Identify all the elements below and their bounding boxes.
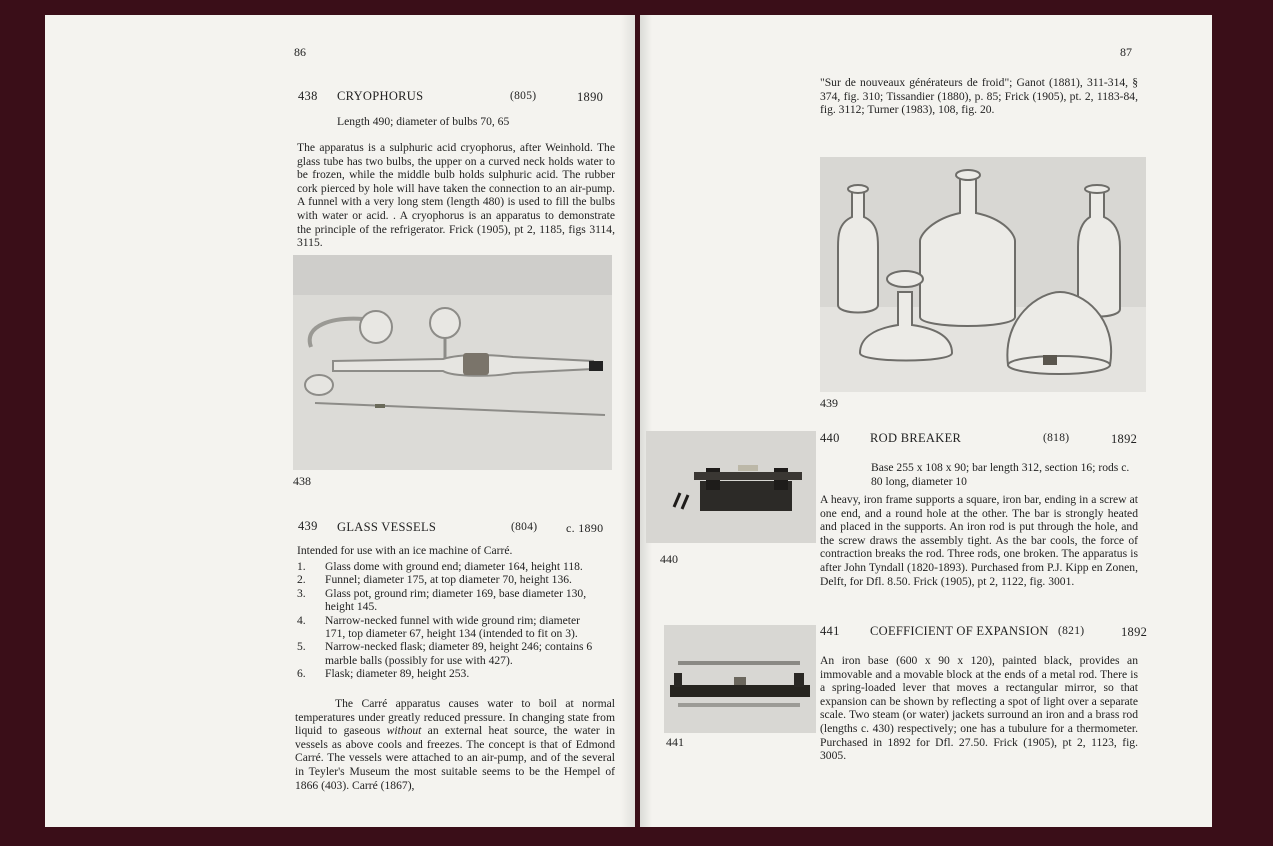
figure-438-caption: 438 [293, 474, 311, 488]
figure-441-caption: 441 [666, 735, 684, 749]
entry-439-year: c. 1890 [566, 521, 604, 535]
figure-440-caption: 440 [660, 552, 678, 566]
entry-441-inventory: (821) [1058, 625, 1085, 637]
expansion-apparatus-photo [664, 625, 816, 733]
entry-438-inventory: (805) [510, 90, 537, 102]
entry-440-title: ROD BREAKER [870, 431, 962, 445]
entry-441-title: COEFFICIENT OF EXPANSION [870, 624, 1049, 638]
cryophorus-illustration [293, 255, 612, 470]
continuation-references: "Sur de nouveaux générateurs de froid"; Ganot (1881), 311-314, § 374, fig. 310; Tissandier (1880), p. 85; Frick (1905), pt. 2, 1183-84, fig. 3112; Turner (1983), 108, fig. 20. [820, 76, 1138, 117]
page-number-left: 86 [294, 45, 306, 59]
entry-441-number: 441 [820, 624, 840, 638]
cryophorus-photo [293, 255, 612, 470]
list-item: 3. Glass pot, ground rim; diameter 169, base diameter 130, height 145. [297, 586, 587, 614]
glass-vessels-illustration [820, 157, 1146, 392]
entry-438-dimensions: Length 490; diameter of bulbs 70, 65 [337, 115, 510, 128]
expansion-apparatus-illustration [664, 625, 816, 733]
entry-440-inventory: (818) [1043, 432, 1070, 444]
entry-440-description: A heavy, iron frame supports a square, iron bar, ending in a screw at one end, and a round hole at the other. The bar is strongly heated and placed in the supports. An iron rod is put through the hole, and the screw draws the assembly tight. As the bar cools, the force of contraction breaks the rod. Three rods, one broken. The apparatus is after John Tyndall (1820-1893). Purchased from P.J. Kipp en Zonen, Delft, for Dfl. 8.50. Frick (1905), pt 2, 1122, fig. 3001. [820, 493, 1138, 588]
entry-441-year: 1892 [1121, 625, 1148, 639]
entry-440-year: 1892 [1111, 432, 1138, 446]
entry-438-year: 1890 [577, 90, 604, 104]
entry-438-title: CRYOPHORUS [337, 89, 424, 103]
list-item: 1. Glass dome with ground end; diameter 164, height 118. [297, 560, 583, 573]
entry-439-title: GLASS VESSELS [337, 520, 437, 534]
left-page [45, 15, 635, 827]
right-page [640, 15, 1212, 827]
entry-440-dimensions: Base 255 x 108 x 90; bar length 312, section 16; rods c. 80 long, diameter 10 [871, 461, 1130, 488]
entry-439-item-list [297, 560, 597, 681]
entry-439-inventory: (804) [511, 521, 538, 533]
rod-breaker-photo [646, 431, 816, 543]
entry-439-intro: Intended for use with an ice machine of Carré. [297, 544, 513, 557]
entry-439-number: 439 [298, 519, 318, 533]
glass-vessels-photo [820, 157, 1146, 392]
page-number-right: 87 [1120, 45, 1132, 59]
entry-440-number: 440 [820, 431, 840, 445]
list-item: 4. Narrow-necked funnel with wide ground rim; diameter 171, top diameter 67, height 134 (intended to fit on 3). [297, 613, 580, 641]
list-item: 5. Narrow-necked flask; diameter 89, height 246; contains 6 marble balls (possibly for use with 427). [297, 640, 593, 667]
figure-439-caption: 439 [820, 396, 838, 410]
rod-breaker-illustration [646, 431, 816, 543]
list-item: 2. Funnel; diameter 175, at top diameter 70, height 136. [297, 573, 572, 587]
list-item: 6. Flask; diameter 89, height 253. [297, 667, 470, 681]
entry-438-description: The apparatus is a sulphuric acid cryophorus, after Weinhold. The glass tube has two bulbs, the upper on a curved neck holds water to be frozen, while the middle bulb holds sulphuric acid. The rubber cork pierced by hole will have taken the connection to an air-pump. A funnel with a very long stem (length 480) is used to fill the bulbs with water or acid. . A cryophorus is an apparatus to demonstrate the principle of the refrigerator. Frick (1905), pt 2, 1185, figs 3114, 3115. [297, 141, 615, 250]
entry-438-number: 438 [298, 89, 318, 103]
entry-441-description: An iron base (600 x 90 x 120), painted black, provides an immovable and a movable block at the ends of a metal rod. There is a spring-loaded lever that moves a rectangular mirror, so that expansion can be shown by reflecting a spot of light over a separate scale. Two steam (or water) jackets surround an iron and a brass rod (lengths c. 430) respectively; one has a tubulure for a thermometer. Purchased in 1892 for Dfl. 27.50. Frick (1905), pt 2, 1123, fig. 3005. [820, 654, 1138, 763]
entry-439-paragraph: The Carré apparatus causes water to boil at normal temperatures under greatly reduced pressure. In changing state from liquid to gaseous without an external heat source, the water in vessels as above cools and freezes. The concept is that of Edmond Carré. The vessels were attached to an air-pump, and of the several in Teyler's Museum the most suitable seems to be the Hempel of 1866 (403). Carré (1867), [295, 697, 615, 792]
